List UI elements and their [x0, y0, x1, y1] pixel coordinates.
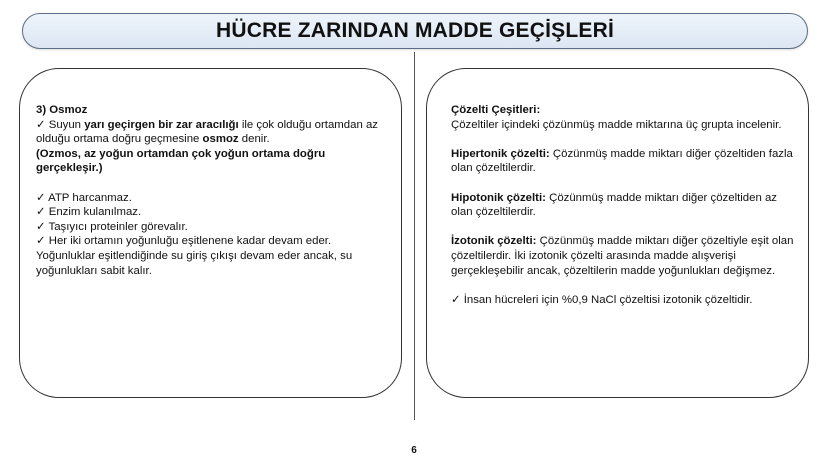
osmosis-definition: ✓ Suyun yarı geçirgen bir zar aracılığı ile çok olduğu ortamdan az olduğu ortama doğru geçmesine osmoz denir.: [36, 118, 378, 146]
page-number: 6: [411, 445, 417, 456]
check-icon: ✓: [36, 220, 46, 233]
list-item: ✓ Her iki ortamın yoğunluğu eşitlenene kadar devam eder.: [36, 235, 332, 248]
osmosis-text: [36, 103, 387, 278]
solution-types-intro: Çözeltiler içindeki çözünmüş madde miktarına üç grupta incelenir.: [451, 118, 782, 131]
osmosis-panel: [19, 68, 402, 398]
check-icon: ✓: [36, 118, 46, 131]
hypertonic-definition: Hipertonik çözelti: Çözünmüş madde miktarı diğer çözeltiden fazla olan çözeltilerdir.: [451, 147, 793, 175]
title-banner: [22, 13, 808, 49]
check-icon: ✓: [36, 191, 46, 204]
list-item: ✓ Enzim kulanılmaz.: [36, 206, 142, 219]
solution-types-panel: [426, 68, 809, 398]
page-title: HÜCRE ZARINDAN MADDE GEÇİŞLERİ: [215, 19, 614, 42]
osmosis-heading: 3) Osmoz: [36, 104, 88, 116]
solution-types-text: [451, 103, 794, 307]
check-icon: ✓: [36, 206, 46, 219]
check-icon: ✓: [36, 235, 46, 248]
list-item: ✓ Taşıyıcı proteinler görevalır.: [36, 220, 188, 233]
list-item: ✓ ATP harcanmaz.: [36, 191, 132, 204]
solution-types-heading: Çözelti Çeşitleri:: [451, 104, 541, 116]
check-icon: ✓: [451, 293, 461, 306]
isotonic-definition: İzotonik çözelti: Çözünmüş madde miktarı diğer çözeltiyle eşit olan çözeltilerdir. İki izotonik çözelti arasında madde alışverişi gerçekleşebilir ancak, çözeltilerin madde yoğunlukları değişmez.: [451, 235, 794, 277]
center-divider: [414, 52, 415, 420]
osmosis-note: (Ozmos, az yoğun ortamdan çok yoğun ortama doğru gerçekleşir.): [36, 147, 326, 175]
hypotonic-definition: Hipotonik çözelti: Çözünmüş madde miktarı diğer çözeltiden az olan çözeltilerdir.: [451, 191, 778, 219]
osmosis-closing: Yoğunluklar eşitlendiğinde su giriş çıkışı devam eder ancak, su yoğunlukları sabit kalır.: [36, 249, 353, 277]
nacl-note: ✓ İnsan hücreleri için %0,9 NaCl çözeltisi izotonik çözeltidir.: [451, 293, 753, 306]
